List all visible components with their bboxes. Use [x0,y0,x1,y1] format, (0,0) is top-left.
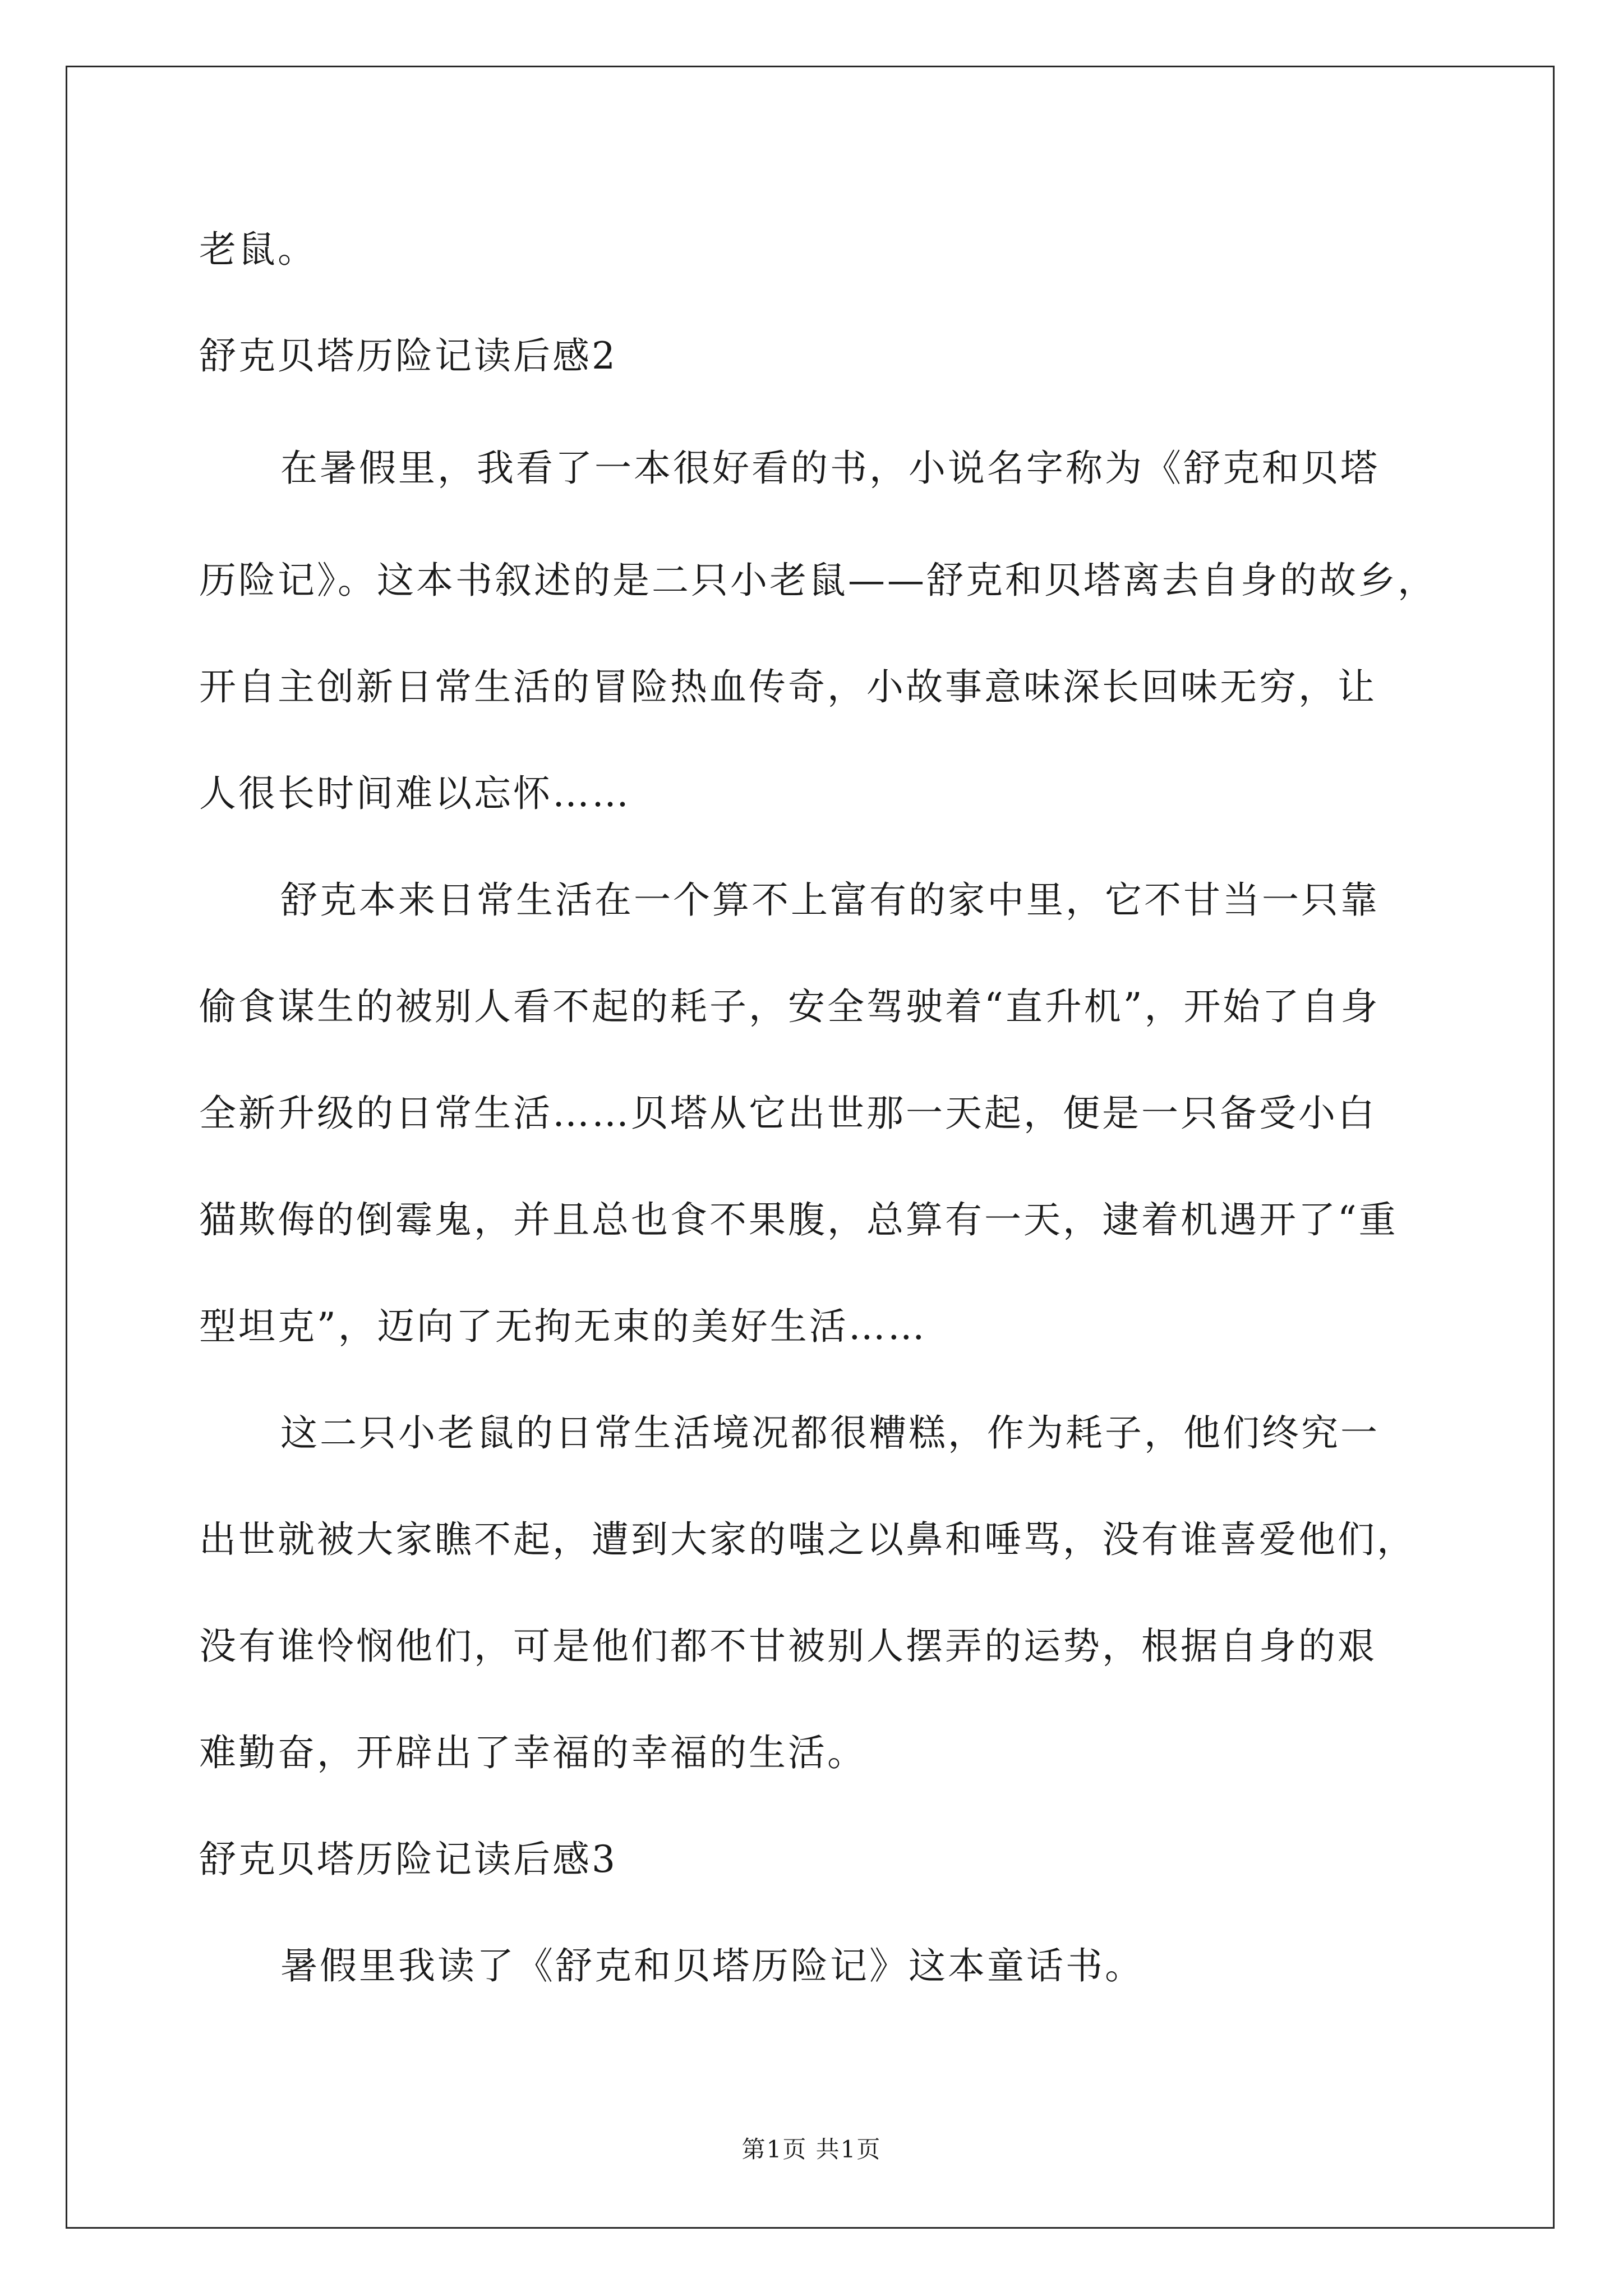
text-line: 没有谁怜悯他们，可是他们都不甘被别人摆弄的运势，根据自身的艰 [199,1625,1377,1668]
text-line: 开自主创新日常生活的冒险热血传奇，小故事意味深长回味无穷，让 [199,665,1377,708]
text-line: 难勤奋，开辟出了幸福的幸福的生活。 [199,1731,866,1774]
text-line: 暑假里我读了《舒克和贝塔历险记》这本童话书。 [280,1944,1144,1987]
text-line: 猫欺侮的倒霉鬼，并且总也食不果腹，总算有一天，逮着机遇开了“重 [199,1198,1398,1241]
text-line: 型坦克”，迈向了无拘无束的美好生活…… [199,1305,927,1348]
section-heading: 舒克贝塔历险记读后感2 [199,334,617,378]
page-border [66,66,1555,2229]
page-number-footer: 第1页 共1页 [741,2136,882,2163]
text-line: 这二只小老鼠的日常生活境况都很糟糕，作为耗子，他们终究一 [280,1411,1380,1455]
section-heading: 舒克贝塔历险记读后感3 [199,1838,617,1881]
text-line: 历险记》。这本书叙述的是二只小老鼠——舒克和贝塔离去自身的故乡， [199,559,1437,602]
text-line: 在暑假里，我看了一本很好看的书，小说名字称为《舒克和贝塔 [280,447,1380,490]
text-line: 舒克本来日常生活在一个算不上富有的家中里，它不甘当一只靠 [280,878,1380,922]
text-line: 老鼠。 [199,228,317,271]
text-line: 偷食谋生的被别人看不起的耗子，安全驾驶着“直升机”，开始了自身 [199,985,1380,1028]
text-line: 全新升级的日常生活……贝塔从它出世那一天起，便是一只备受小白 [199,1092,1377,1135]
text-line: 人很长时间难以忘怀…… [199,772,631,815]
text-line: 出世就被大家瞧不起，遭到大家的嗤之以鼻和唾骂，没有谁喜爱他们， [199,1518,1416,1561]
